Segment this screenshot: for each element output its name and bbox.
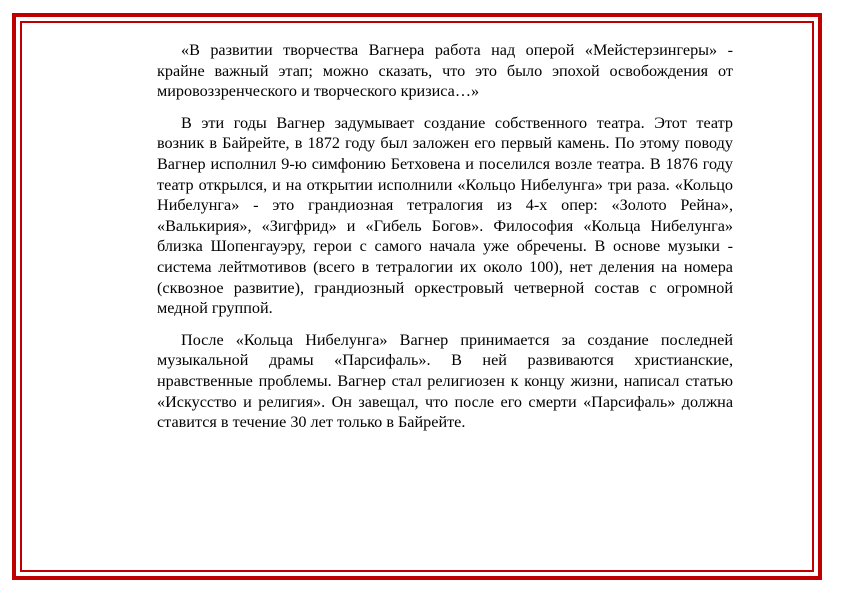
paragraph-quote: «В развитии творчества Вагнера работа над оперой «Мейстерзингеры» - крайне важный этап; можно сказать, что это было эпохой освобождения от мировоззренческого и творческого кризиса…» <box>157 41 733 101</box>
body-text <box>157 40 733 433</box>
paragraph-bayreuth-theatre: В эти годы Вагнер задумывает создание собственного театра. Этот театр возник в Байрейте, в 1872 году был заложен его первый камень. По этому поводу Вагнер исполнил 9-ю симфонию Бетховена и поселился возле театра. В 1876 году театр открылся, и на открытии исполнили «Кольцо Нибелунга» три раза. «Кольцо Нибелунга» - это грандиозная тетралогия из 4-х опер: «Золото Рейна», «Валькирия», «Зигфрид» и «Гибель Богов». Философия «Кольца Нибелунга» близка Шопенгауэру, герои с самого начала уже обречены. В основе музыки - система лейтмотивов (всего в тетралогии их около 100), нет деления на номера (сквозное развитие), грандиозный оркестровый четверной состав с огромной медной группой. <box>157 113 733 318</box>
paragraph-parsifal: После «Кольца Нибелунга» Вагнер принимается за создание последней музыкальной драмы «Парсифаль». В ней развиваются христианские, нравственные проблемы. Вагнер стал религиозен к концу жизни, написал статью «Искусство и религия». Он завещал, что после его смерти «Парсифаль» должна ставится в течение 30 лет только в Байрейте. <box>157 330 733 432</box>
